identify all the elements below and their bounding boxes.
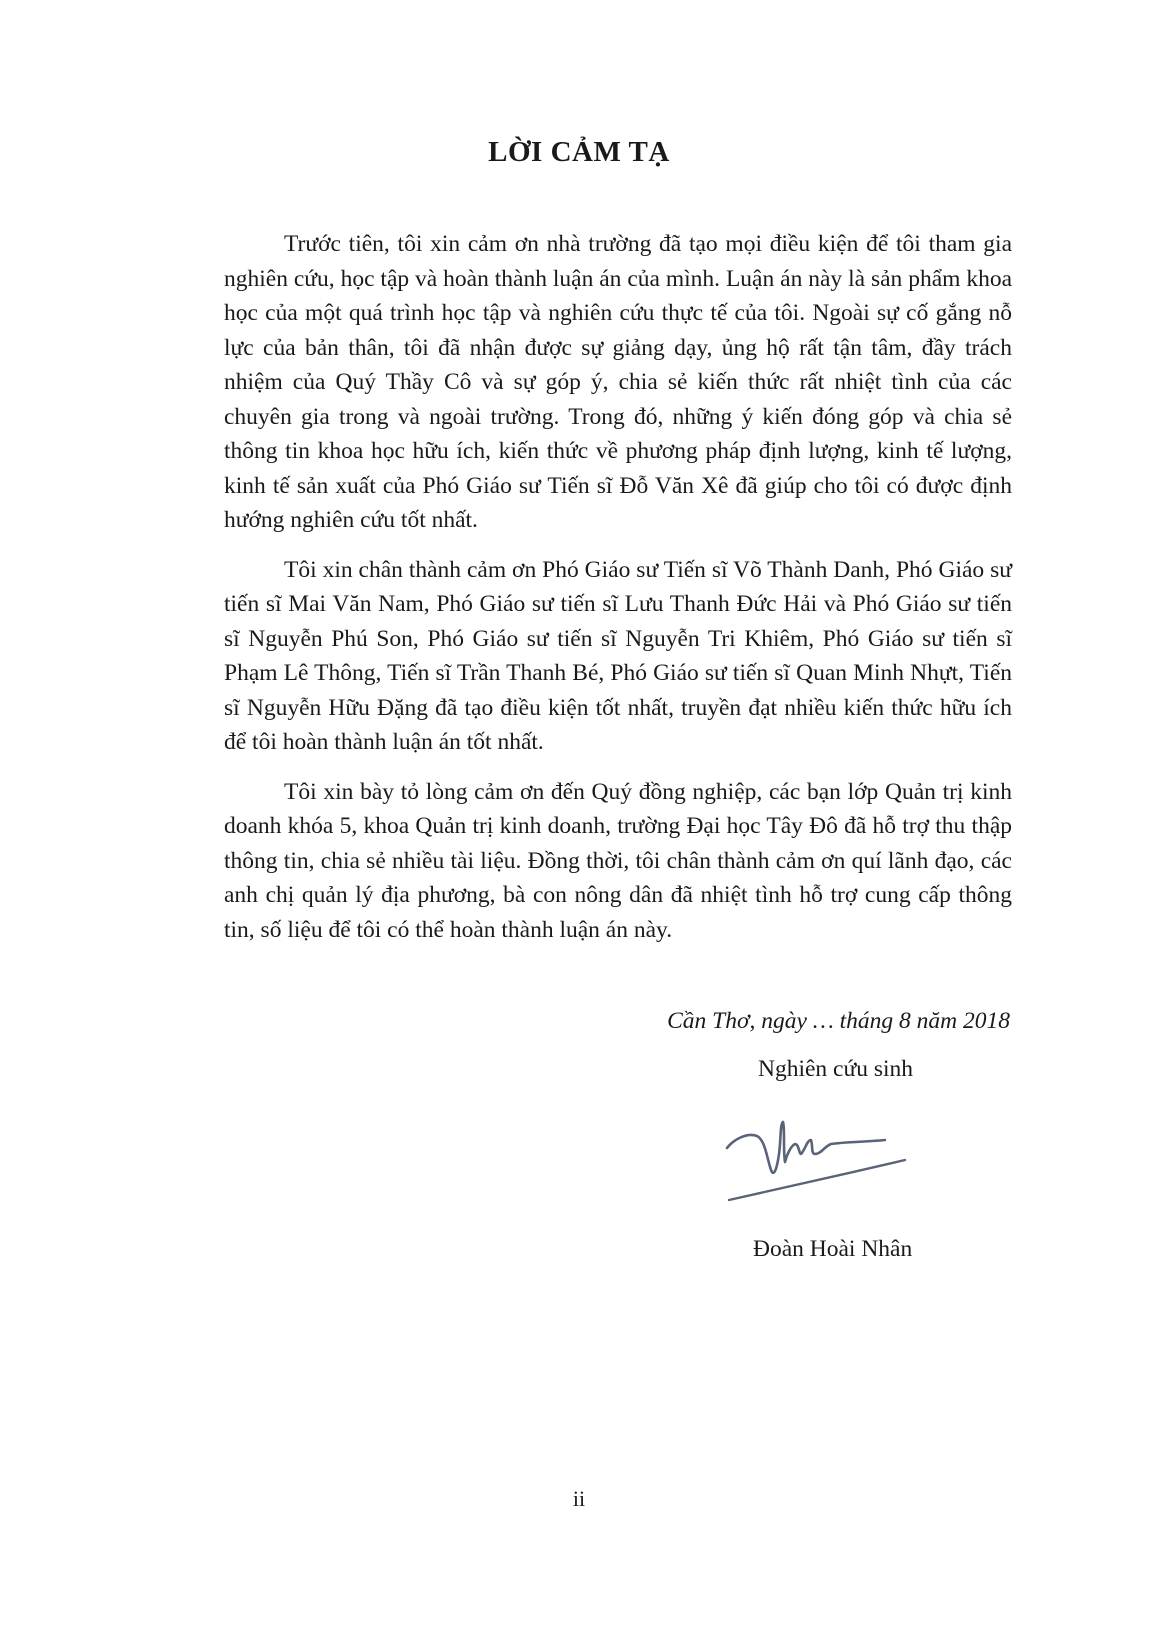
paragraph-3: Tôi xin bày tỏ lòng cảm ơn đến Quý đồng nghiệp, các bạn lớp Quản trị kinh doanh khóa 5, khoa Quản trị kinh doanh, trường Đại học Tây Đô đã hỗ trợ thu thập thông tin, chia sẻ nhiều tài liệu. Đồng thời, tôi chân thành cảm ơn quí lãnh đạo, các anh chị quản lý địa phương, bà con nông dân đã nhiệt tình hỗ trợ cung cấp thông tin, số liệu để tôi có thể hoàn thành luận án này. <box>224 778 1012 943</box>
acknowledgement-body <box>224 227 1012 962</box>
paragraph-2: Tôi xin chân thành cảm ơn Phó Giáo sư Tiến sĩ Võ Thành Danh, Phó Giáo sư tiến sĩ Mai Văn Nam, Phó Giáo sư tiến sĩ Lưu Thanh Đức Hải và Phó Giáo sư tiến sĩ Nguyễn Phú Son, Phó Giáo sư tiến sĩ Nguyễn Tri Khiêm, Phó Giáo sư tiến sĩ Phạm Lê Thông, Tiến sĩ Trần Thanh Bé, Phó Giáo sư tiến sĩ Quan Minh Nhựt, Tiến sĩ Nguyễn Hữu Đặng đã tạo điều kiện tốt nhất, truyền đạt nhiều kiến thức hữu ích để tôi hoàn thành luận án tốt nhất. <box>224 556 1012 755</box>
paragraph-1: Trước tiên, tôi xin cảm ơn nhà trường đã tạo mọi điều kiện để tôi tham gia nghiên cứu, học tập và hoàn thành luận án của mình. Luận án này là sản phẩm khoa học của một quá trình học tập và nghiên cứu thực tế của tôi. Ngoài sự cố gắng nỗ lực của bản thân, tôi đã nhận được sự giảng dạy, ủng hộ rất tận tâm, đầy trách nhiệm của Quý Thầy Cô và sự góp ý, chia sẻ kiến thức rất nhiệt tình của các chuyên gia trong và ngoài trường. Trong đó, những ý kiến đóng góp và chia sẻ thông tin khoa học hữu ích, kiến thức về phương pháp định lượng, kinh tế lượng, kinh tế sản xuất của Phó Giáo sư Tiến sĩ Đỗ Văn Xê đã giúp cho tôi có được định hướng nghiên cứu tốt nhất. <box>224 231 1012 533</box>
handwritten-signature <box>725 1110 945 1210</box>
signer-role: Nghiên cứu sinh <box>758 1056 914 1082</box>
page-number: ii <box>572 1486 586 1511</box>
page-title: LỜI CẢM TẠ <box>488 136 670 168</box>
place-date-line: Cần Thơ, ngày … tháng 8 năm 2018 <box>667 1008 1010 1034</box>
signer-name: Đoàn Hoài Nhân <box>753 1236 913 1262</box>
